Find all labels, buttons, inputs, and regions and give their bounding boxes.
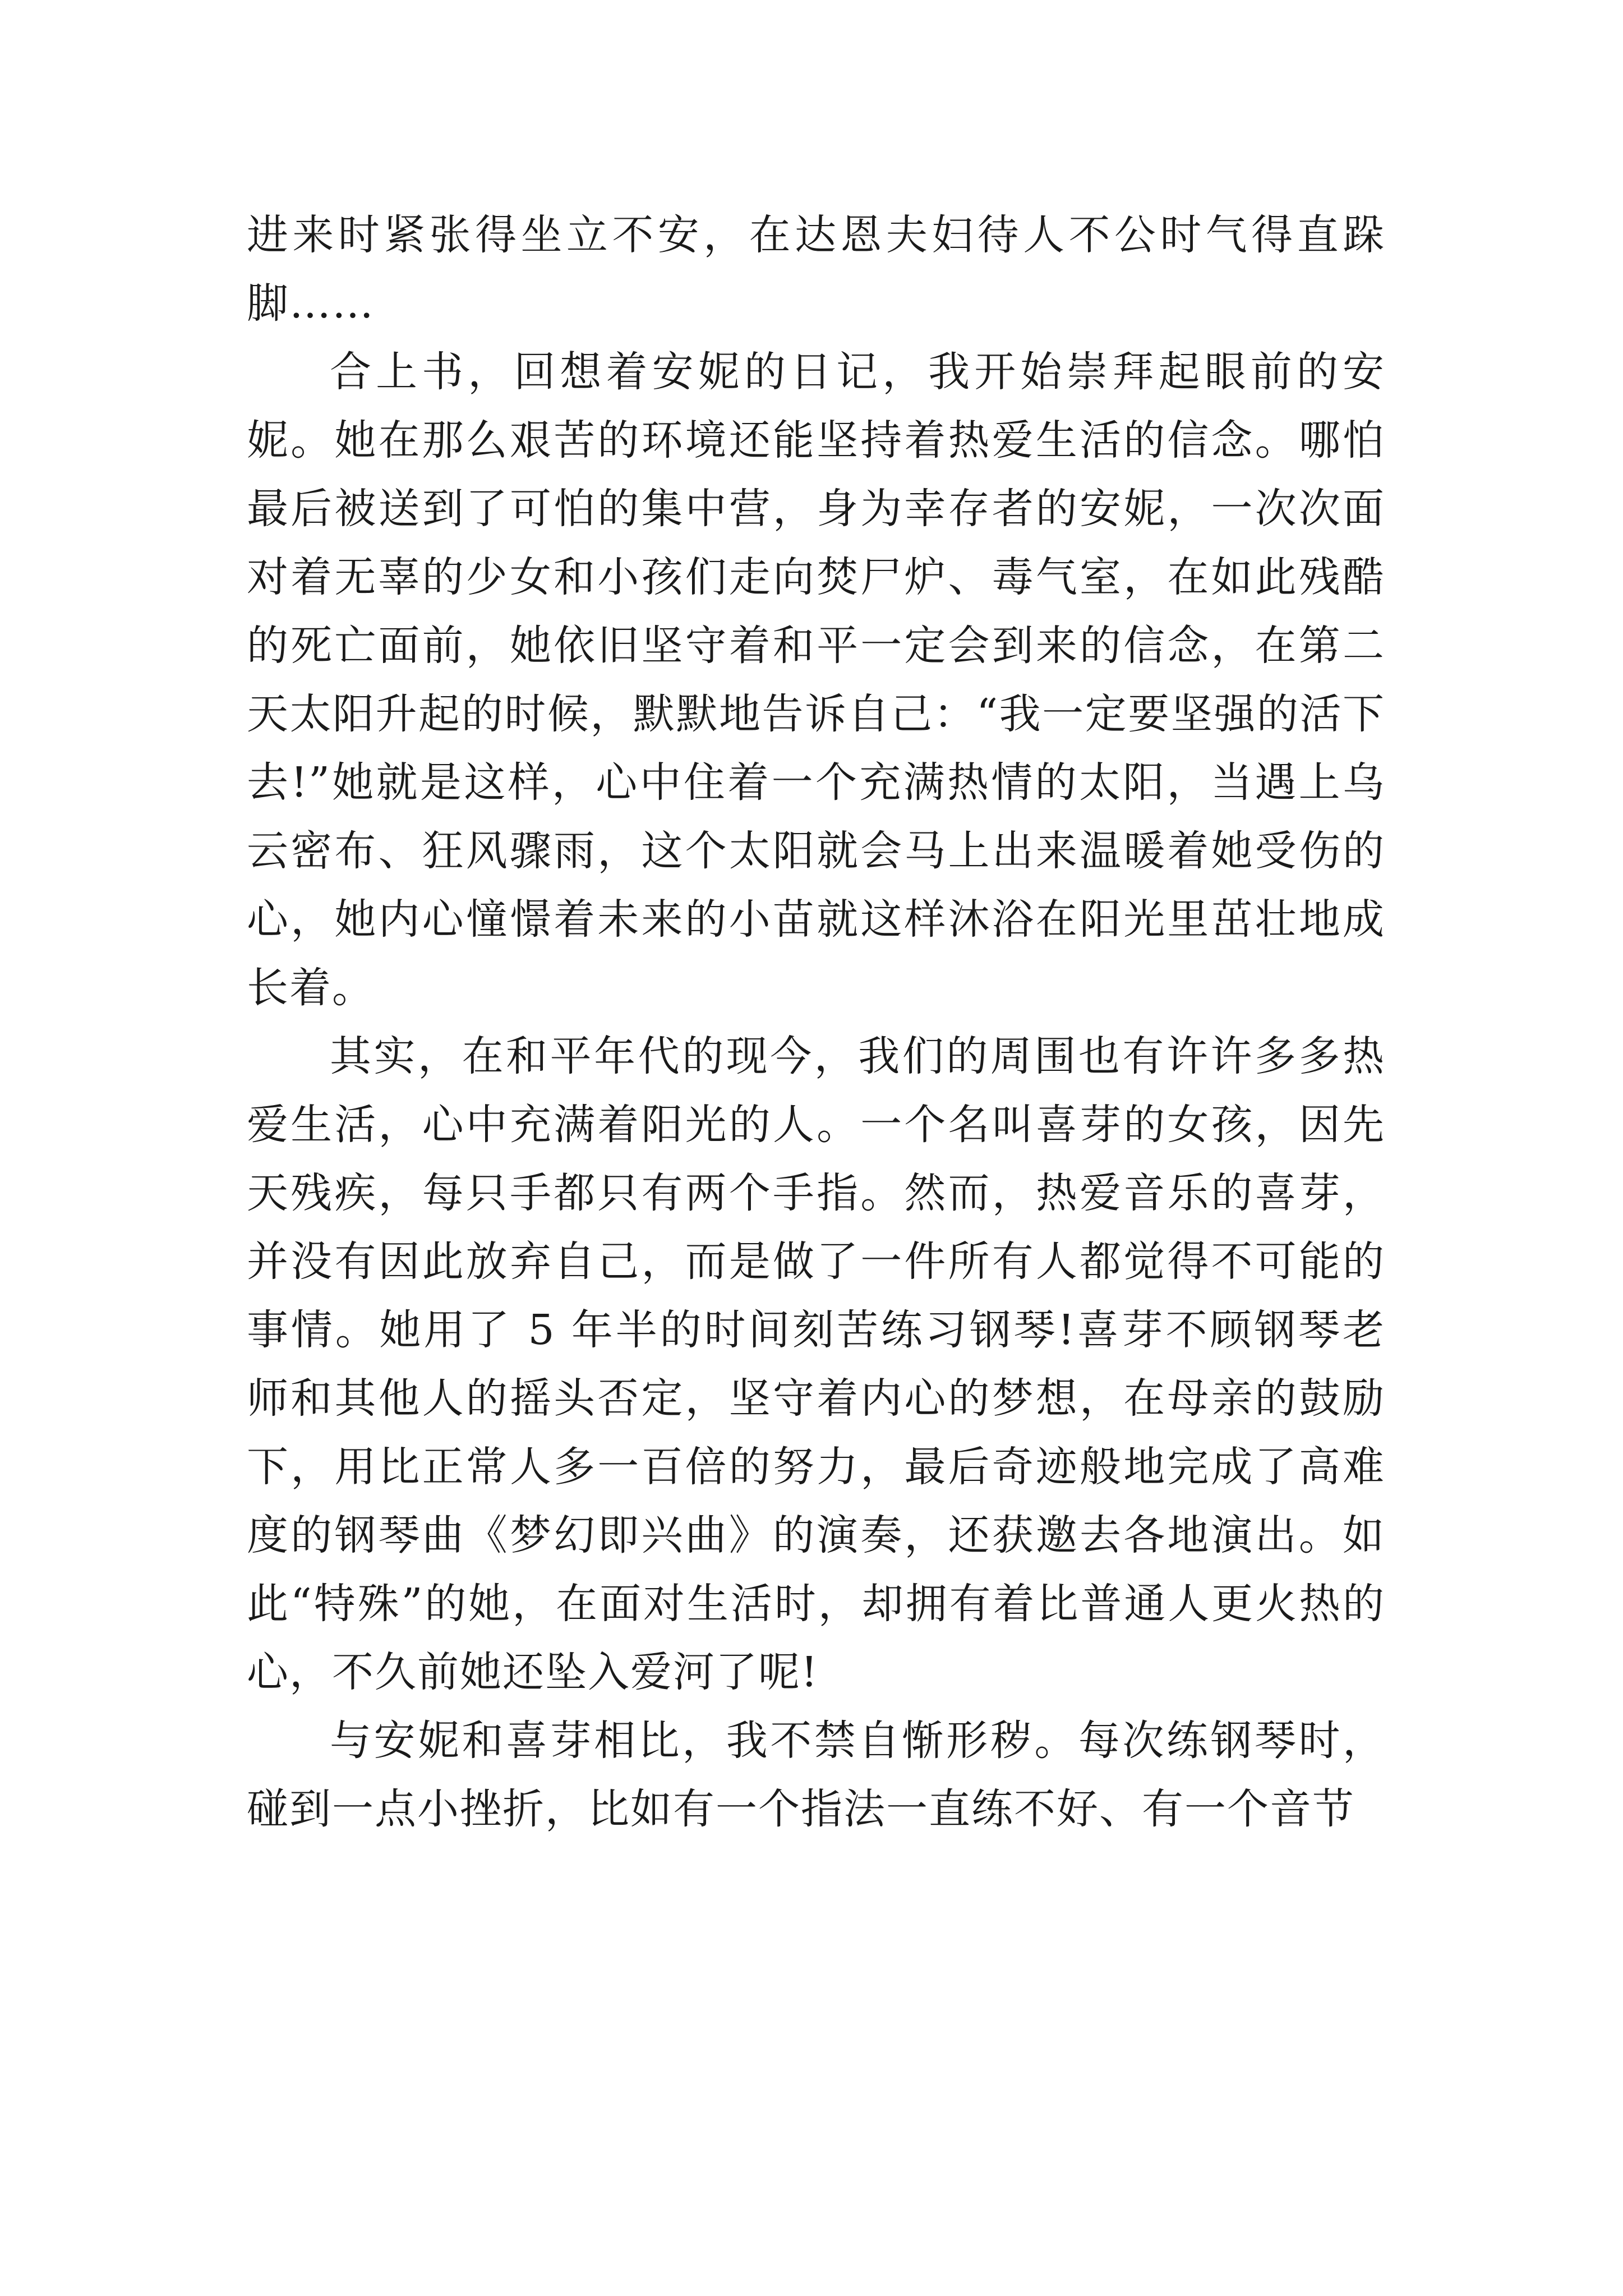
paragraph-3: 其实，在和平年代的现今，我们的周围也有许许多多热爱生活，心中充满着阳光的人。一个名叫喜芽的女孩，因先天残疾，每只手都只有两个手指。然而，热爱音乐的喜芽，并没有因此放弃自己，而是做了一件所有人都觉得不可能的事情。她用了 5 年半的时间刻苦练习钢琴!喜芽不顾钢琴老师和其他人的摇头否定，坚守着内心的梦想，在母亲的鼓励下，用比正常人多一百倍的努力，最后奇迹般地完成了高难度的钢琴曲《梦幻即兴曲》的演奏，还获邀去各地演出。如此“特殊”的她，在面对生活时，却拥有着比普通人更火热的心，不久前她还坠入爱河了呢! [247,1032,1385,1696]
paragraph-1: 进来时紧张得坐立不安，在达恩夫妇待人不公时气得直跺脚…… [247,211,1385,328]
document-body [247,201,1385,1843]
paragraph-4: 与安妮和喜芽相比，我不禁自惭形秽。每次练钢琴时，碰到一点小挫折，比如有一个指法一直练不好、有一个音节 [247,1717,1385,1833]
paragraph-2: 合上书，回想着安妮的日记，我开始崇拜起眼前的安妮。她在那么艰苦的环境还能坚持着热爱生活的信念。哪怕最后被送到了可怕的集中营，身为幸存者的安妮，一次次面对着无辜的少女和小孩们走向焚尸炉、毒气室，在如此残酷的死亡面前，她依旧坚守着和平一定会到来的信念，在第二天太阳升起的时候，默默地告诉自己：“我一定要坚强的活下去!”她就是这样，心中住着一个充满热情的太阳，当遇上乌云密布、狂风骤雨，这个太阳就会马上出来温暖着她受伤的心，她内心憧憬着未来的小苗就这样沐浴在阳光里茁壮地成长着。 [247,348,1385,1012]
